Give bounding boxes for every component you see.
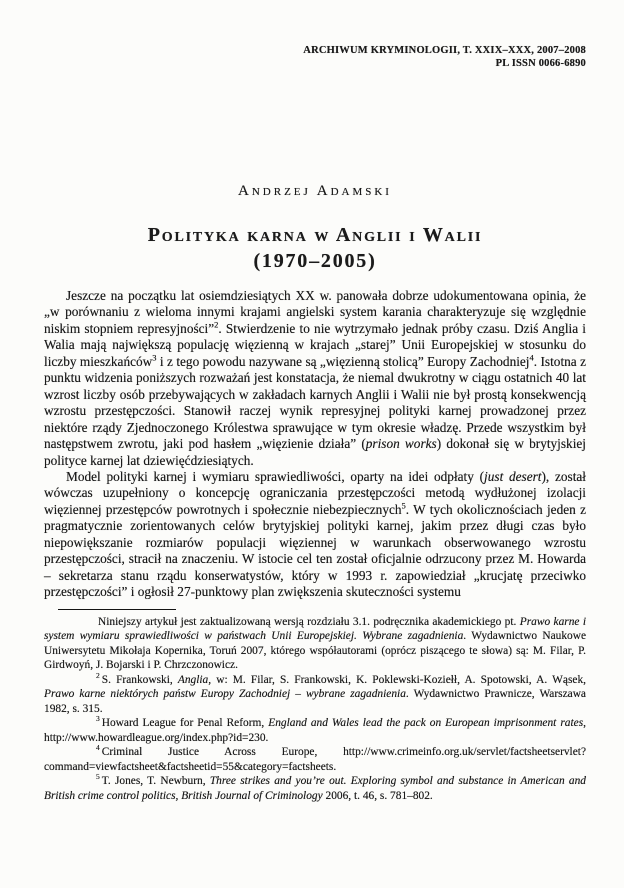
footnote-4 (44, 745, 586, 774)
author-name: Andrzej Adamski (238, 183, 392, 199)
footnote-marker: 4 (96, 743, 100, 753)
article-title-line2: (1970–2005) (253, 250, 377, 272)
journal-issn-line: PL ISSN 0066-6890 (495, 58, 586, 69)
journal-volume-line: ARCHIWUM KRYMINOLOGII, T. XXIX–XXX, 2007–2008 (303, 45, 586, 56)
footnote-divider (58, 609, 176, 610)
footnote-text: T. Jones, T. Newburn, Three strikes and you’re out. Exploring symbol and substance in American and British crime control politics, British Journal of Criminology 2006, t. 46, s. 781–802. (44, 775, 587, 802)
footnotes-section (44, 615, 586, 804)
body-paragraph-2: Model polityki karnej i wymiaru sprawiedliwości, oparty na idei odpłaty (just desert), został wówczas uzupełniony o koncepcję ograniczania przestępczości metodą wydłużonej izolacji więziennej przestępców powrotnych i społecznie niebezpiecznych$^5$. W tych okolicznościach jeden z pragmatycznie zorientowanych celów brytyjskiej polityki karnej, jakim przez długi czas było niepowiększanie rozmiarów populacji więziennej w warunkach obserwowanego wzrostu przestępczości, stracił na znaczeniu. W istocie cel ten został oficjalnie odrzucony przez M. Howarda – sekretarza stanu rządu konserwatystów, który w 1993 r. zapowiedział „krucjatę przeciwko przestępczości” i ogłosił 27-punktowy plan zwiększenia skuteczności systemu (44, 468, 586, 600)
footnote-text: S. Frankowski, Anglia, w: M. Filar, S. Frankowski, K. Poklewski-Koziełł, A. Spotowski, A. Wąsek, Prawo karne niektórych państw Europy Zachodniej – wybrane zagadnienia. Wydawnictwo Prawnicze, Warszawa 1982, s. 315. (44, 673, 586, 715)
article-body (44, 288, 586, 601)
footnote-marker: 3 (96, 714, 100, 724)
footnote-text: Howard League for Penal Reform, England and Wales lead the pack on European imprisonment rates, http://www.howardleague.org/index.php?id=230. (44, 717, 586, 744)
body-paragraph-1: Jeszcze na początku lat osiemdziesiątych XX w. panowała dobrze udokumentowana opinia, że „w porównaniu z wieloma innymi krajami angielski system karania charakteryzuje się względnie niskim stopniem represyjności”$^2$. Stwierdzenie to nie wytrzymało jednak próby czasu. Dziś Anglia i Walia mają największą populację więzienną w krajach „starej” Unii Europejskiej w stosunku do liczby mieszkańców$^3$ i z tego powodu nazywane są „więzienną stolicą” Europy Zachodniej$^4$. Istotna z punktu widzenia poniższych rozważań jest konstatacja, że niemal dwukrotny w ciągu ostatnich 40 lat wzrost liczby osób przebywających w zakładach karnych Anglii i Walii nie był prostą konsekwencją wzrostu przestępczości. Stanowił raczej wynik represyjnej polityki karnej prowadzonej przez niektóre rządy Zjednoczonego Królestwa sprawujące w tym okresie władzę. Przede wszystkim był następstwem zwrotu, jaki pod hasłem „więzienie działa” (prison works) dokonał się w brytyjskiej polityce karnej lat dziewięćdziesiątych. (44, 288, 586, 468)
footnote-text: Niniejszy artykuł jest zaktualizowaną wersją rozdziału 3.1. podręcznika akademickiego pt. Prawo karne i system wymiaru sprawiedliwości w państwach Unii Europejskiej. Wybrane zagadnienia. Wydawnictwo Naukowe Uniwersytetu Mikołaja Kopernika, Toruń 2007, którego współautorami (oprócz piszącego te słowa) są: M. Filar, P. Girdwoyń, J. Bojarski i P. Chrzczonowicz. (44, 615, 586, 672)
journal-header (44, 44, 586, 70)
footnote-text: Criminal Justice Across Europe, http://www.crimeinfo.org.uk/servlet/factsheetservlet?command=viewfactsheet&factsheetid=55&category=factsheets. (44, 746, 586, 773)
footnote-2 (44, 670, 586, 717)
article-title (44, 222, 586, 274)
footnote-5 (44, 774, 586, 803)
footnote-marker: 5 (96, 772, 100, 782)
footnote-intro (44, 615, 586, 673)
footnote-marker: 2 (96, 670, 100, 680)
article-title-line1: Polityka karna w Anglii i Walii (147, 224, 483, 246)
footnote-3 (44, 716, 586, 745)
